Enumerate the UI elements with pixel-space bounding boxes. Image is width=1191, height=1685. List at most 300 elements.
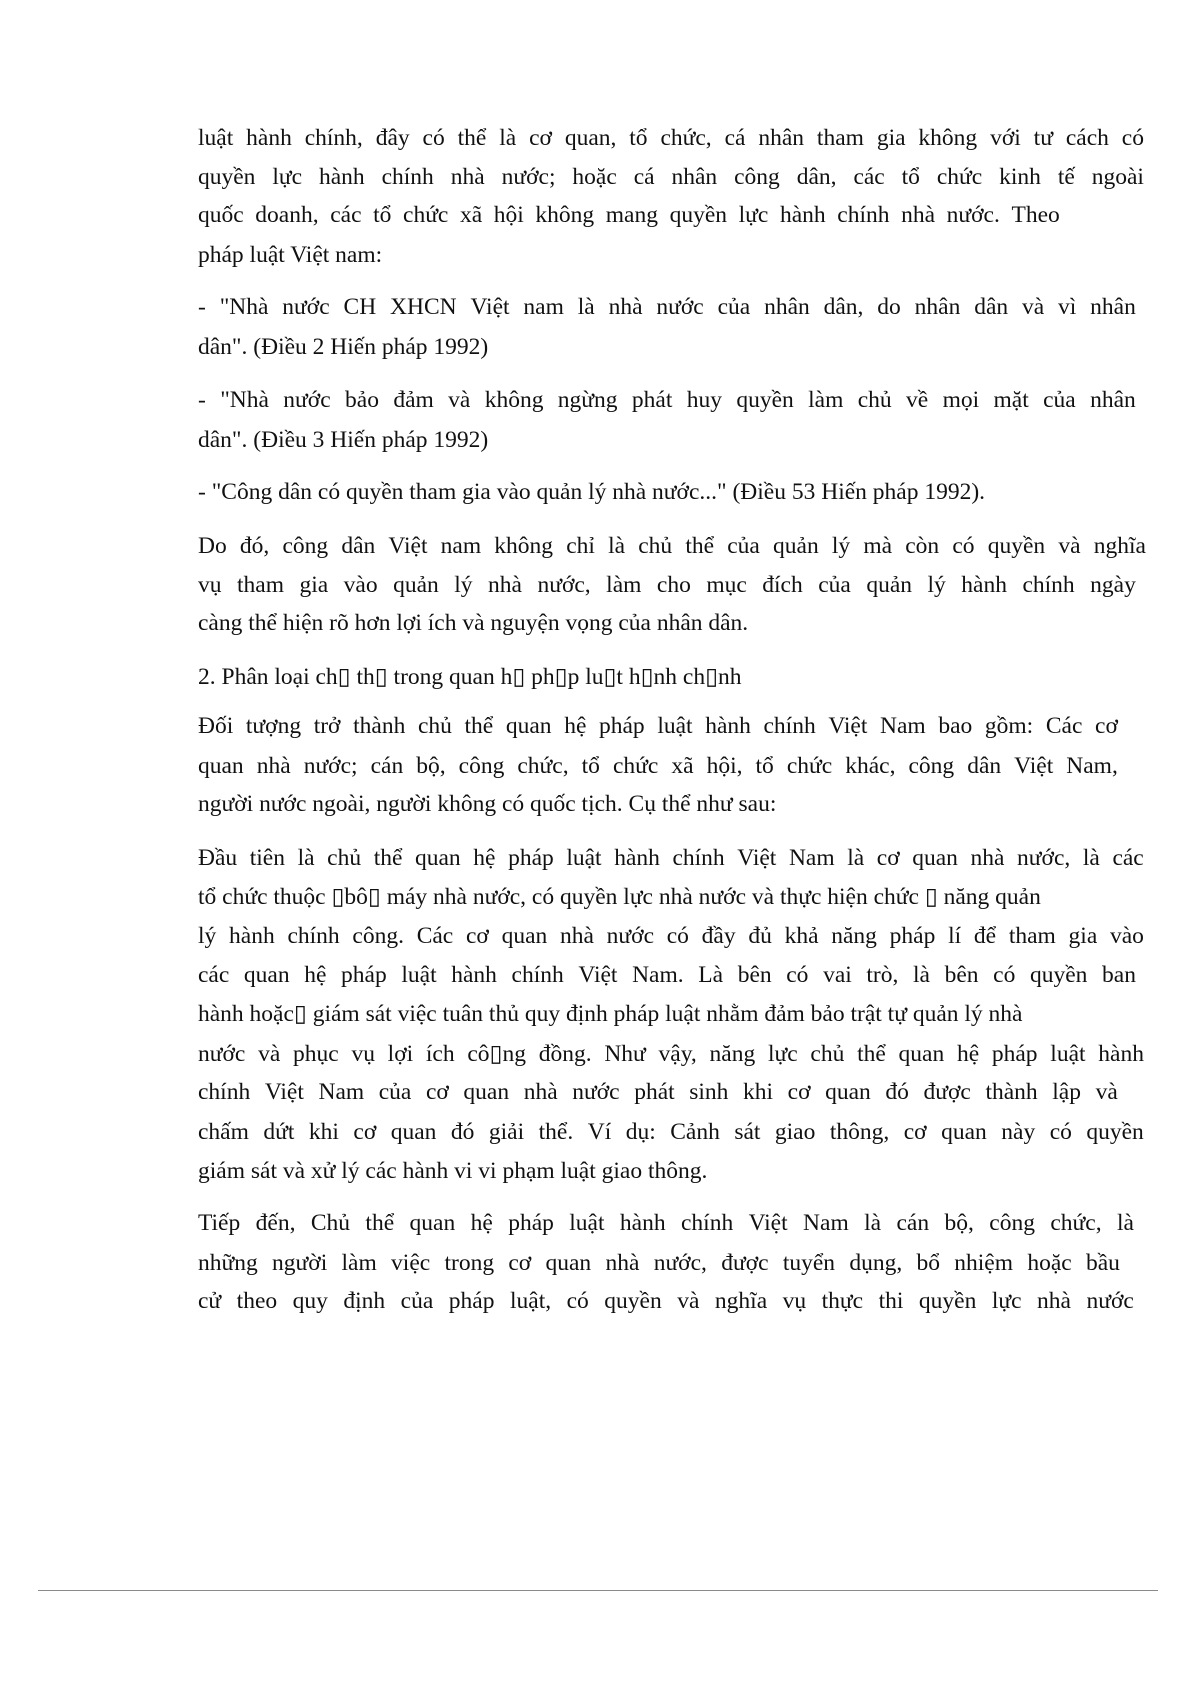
word: quan [501, 923, 548, 949]
word: thông, [829, 1119, 890, 1145]
word: Nam [318, 1079, 365, 1105]
word: quyền [669, 202, 728, 228]
word: "Nhà [220, 387, 269, 413]
word: thể [457, 125, 487, 151]
word: công [282, 533, 329, 559]
word: luật [198, 125, 234, 151]
word: chỉ [566, 533, 595, 559]
word: thực [821, 1288, 864, 1314]
word: nhiệm [954, 1250, 1014, 1276]
word: là [499, 125, 517, 151]
word: pháp [889, 923, 936, 949]
word: mục [706, 572, 747, 598]
word: khả [784, 923, 819, 949]
text-line [198, 1039, 1144, 1069]
word: nước; [303, 753, 358, 779]
word: luật, [509, 1288, 552, 1314]
word: vì [1058, 294, 1077, 320]
word: chức [612, 753, 659, 779]
word: vụ [351, 1041, 375, 1067]
word: Việt [828, 713, 868, 739]
word: Như [604, 1041, 646, 1067]
word: và [448, 387, 471, 413]
word: cử [198, 1288, 222, 1314]
word: tế [1057, 164, 1075, 190]
word: thể [373, 845, 403, 871]
word: cơ [1095, 713, 1118, 739]
word: hành [619, 1210, 666, 1236]
word: nhân [764, 294, 810, 320]
text-line: giám sát và xử lý các hành vi vi phạm luật giao thông. [198, 1158, 708, 1184]
word: không [494, 533, 554, 559]
word: Nam [880, 713, 926, 739]
word: nhà [256, 753, 291, 779]
word: quan [243, 962, 290, 988]
word: quy [292, 1288, 328, 1314]
word: thành [353, 713, 406, 739]
word: trò, [866, 962, 899, 988]
word: Là [698, 962, 724, 988]
word: pháp [599, 713, 645, 739]
word: chức [403, 202, 449, 228]
word: "Nhà [219, 294, 269, 320]
word: hành [451, 962, 497, 988]
word: ngừng [557, 387, 618, 413]
text-line [198, 162, 1144, 192]
word: nước [656, 294, 704, 320]
word: cô▯ng [467, 1041, 526, 1067]
text-line [198, 921, 1144, 951]
word: công. [352, 923, 404, 949]
word: thể [857, 1041, 886, 1067]
text-line [198, 123, 1144, 153]
word: dân, [823, 294, 864, 320]
footer-divider [38, 1590, 1158, 1591]
word: nước [282, 294, 330, 320]
word: nước, [1017, 845, 1071, 871]
text-line [198, 385, 1136, 415]
word: vai [823, 962, 852, 988]
word: quản [773, 533, 819, 559]
word: làm [808, 387, 844, 413]
word: là [1082, 845, 1100, 871]
word: Việt [388, 533, 428, 559]
word: mang [605, 202, 658, 228]
word: lực [272, 164, 303, 190]
word: chức, [517, 753, 569, 779]
word: dứt [263, 1119, 295, 1145]
word: công [989, 1210, 1035, 1236]
word: là [297, 845, 315, 871]
word: lợi [387, 1041, 414, 1067]
word: cơ [876, 845, 900, 871]
word: quan [415, 845, 461, 871]
word: quan [898, 1041, 945, 1067]
word: với [990, 125, 1021, 151]
word: nhà [970, 845, 1005, 871]
word: các [1112, 845, 1144, 871]
word: dân [967, 753, 1002, 779]
word: là [864, 1210, 882, 1236]
word: các [198, 962, 230, 988]
word: phục [293, 1041, 339, 1067]
word: tổ [901, 164, 920, 190]
word: quyền [198, 164, 256, 190]
word: Nam. [632, 962, 684, 988]
word: luật [566, 845, 602, 871]
word: về [906, 387, 929, 413]
word: Do [198, 533, 227, 559]
text-line: càng thể hiện rõ hơn lợi ích và nguyện vọng của nhân dân. [198, 610, 749, 636]
word: Nam [803, 1210, 849, 1236]
word: không [484, 387, 544, 413]
word: hành [961, 572, 1007, 598]
word: Các [1045, 713, 1083, 739]
word: nhà [488, 572, 522, 598]
word: đầy [701, 923, 736, 949]
word: đảm [393, 387, 434, 413]
word: cán [370, 753, 404, 779]
word: giao [774, 1119, 816, 1145]
word: trở [313, 713, 341, 739]
word: bên [737, 962, 772, 988]
word: thể [365, 1210, 395, 1236]
word: chính [837, 202, 890, 228]
word: cơ [465, 923, 489, 949]
word: huy [686, 387, 722, 413]
word: chấm [198, 1119, 249, 1145]
word: đó, [239, 533, 270, 559]
word: có [786, 962, 809, 988]
word: đồng. [538, 1041, 592, 1067]
word: quan [912, 845, 958, 871]
word: lý [831, 533, 851, 559]
word: chức, [1050, 1210, 1102, 1236]
word: Chủ [310, 1210, 351, 1236]
word: tổ [581, 753, 600, 779]
word: hành [705, 713, 751, 739]
word: Cảnh [670, 1119, 720, 1145]
word: hoặc [572, 164, 617, 190]
word: được [721, 1250, 769, 1276]
word: nhà [605, 1250, 640, 1276]
word: bổ [916, 1250, 940, 1276]
word: khi [308, 1119, 339, 1145]
word: mọi [942, 387, 980, 413]
word: nhà [901, 202, 936, 228]
word: người [272, 1250, 328, 1276]
word: Nam [788, 845, 835, 871]
word: và [1095, 1079, 1118, 1105]
word: nhà [523, 1079, 558, 1105]
word: còn [905, 533, 940, 559]
word: phát [634, 1079, 675, 1105]
word: hoặc [1027, 1250, 1072, 1276]
word: CH [343, 294, 377, 320]
word: lực [767, 1041, 798, 1067]
word: khác, [845, 753, 896, 779]
text-line [198, 1077, 1118, 1107]
word: xã [671, 753, 694, 779]
word: Tiếp [198, 1210, 241, 1236]
word: gồm: [984, 713, 1034, 739]
word: thể [464, 713, 494, 739]
word: chủ [810, 1041, 845, 1067]
word: lực [738, 202, 769, 228]
word: là [608, 533, 626, 559]
text-line [198, 711, 1118, 741]
word: luật [657, 713, 693, 739]
word: có [1121, 125, 1144, 151]
word: theo [236, 1288, 278, 1314]
word: công [908, 753, 955, 779]
word: cơ [529, 125, 552, 151]
word: nước [283, 387, 331, 413]
word: và [258, 1041, 281, 1067]
word: tuyển [782, 1250, 836, 1276]
word: tiên [249, 845, 285, 871]
word: của [1043, 387, 1076, 413]
word: đó [885, 1079, 909, 1105]
word: nhân [758, 125, 805, 151]
text-line [198, 570, 1136, 600]
word: hệ [304, 962, 327, 988]
word: thi [878, 1288, 904, 1314]
word: hệ [470, 1210, 493, 1236]
word: quyền [918, 1288, 977, 1314]
word: này [1001, 1119, 1036, 1145]
word: làm [606, 572, 642, 598]
word: bao [938, 713, 973, 739]
word: để [973, 923, 997, 949]
word: pháp [508, 1210, 554, 1236]
word: pháp [448, 1288, 495, 1314]
word: hành [229, 923, 275, 949]
text-line [198, 292, 1136, 322]
word: cơ [508, 1250, 532, 1276]
word: hành [614, 845, 660, 871]
word: Việt [470, 294, 510, 320]
text-line: dân". (Điều 2 Hiến pháp 1992) [198, 334, 489, 360]
text-line [198, 531, 1146, 561]
word: lực [991, 1288, 1022, 1314]
word: Đối [198, 713, 234, 739]
word: ban [1102, 962, 1136, 988]
word: dân, [796, 164, 837, 190]
word: bên [944, 962, 979, 988]
word: vậy, [658, 1041, 697, 1067]
word: bầu [1085, 1250, 1120, 1276]
word: xã [459, 202, 483, 228]
word: của [727, 533, 760, 559]
word: dân [974, 294, 1009, 320]
word: ngày [1090, 572, 1136, 598]
word: nhân [914, 294, 961, 320]
word: nhà [559, 923, 594, 949]
word: Việt [264, 1079, 304, 1105]
word: Ví [587, 1119, 612, 1145]
word: có [1049, 1119, 1072, 1145]
word: quyền [736, 387, 794, 413]
word: vụ [198, 572, 222, 598]
word: giải [488, 1119, 525, 1145]
word: chính [1022, 572, 1075, 598]
text-line: người nước ngoài, người không có quốc tịch. Cụ thể như sau: [198, 791, 777, 817]
word: kinh [999, 164, 1041, 190]
word: khi [743, 1079, 774, 1105]
word: nhà [608, 294, 643, 320]
word: những [198, 1250, 258, 1276]
word: gia [876, 125, 906, 151]
word: nước. [946, 202, 1000, 228]
text-line: tổ chức thuộc ▯bô▯ máy nhà nước, có quyền lực nhà nước và thực hiện chức ▯ năng quản [198, 884, 1041, 910]
word: quyền [1086, 1119, 1144, 1145]
word: chủ [638, 533, 673, 559]
word: quyền [987, 533, 1046, 559]
word: lập [1052, 1079, 1081, 1105]
word: không [535, 202, 595, 228]
word: chủ [417, 713, 452, 739]
word: hội, [706, 753, 743, 779]
word: thành [985, 1079, 1038, 1105]
word: quan [505, 713, 552, 739]
text-line [198, 1208, 1134, 1238]
word: chủ [327, 845, 362, 871]
text-line [198, 843, 1144, 873]
word: quyền [604, 1288, 662, 1314]
heading-text: 2. Phân loại ch▯ th▯ trong quan h▯ ph▯p lu▯t h▯nh ch▯nh [198, 664, 742, 690]
text-line: - "Công dân có quyền tham gia vào quản lý nhà nước..." (Điều 53 Hiến pháp 1992). [198, 479, 986, 505]
word: chính [511, 962, 564, 988]
text-line [198, 1117, 1144, 1147]
word: Theo [1011, 202, 1060, 228]
word: tượng [245, 713, 302, 739]
word: tổ [629, 125, 648, 151]
word: ngoài [1091, 164, 1144, 190]
word: việc [391, 1250, 431, 1276]
word: hệ [473, 845, 496, 871]
word: và [677, 1288, 700, 1314]
word: Việt [1014, 753, 1054, 779]
word: sát [734, 1119, 761, 1145]
word: cán [896, 1210, 930, 1236]
word: năng [831, 923, 877, 949]
word: tham [236, 572, 284, 598]
word: Việt [578, 962, 618, 988]
word: tổ [755, 753, 774, 779]
word: hội [493, 202, 524, 228]
word: gia [299, 572, 329, 598]
word: của [400, 1288, 434, 1314]
word: không [918, 125, 978, 151]
word: hành [246, 125, 292, 151]
word: nước, [653, 1250, 707, 1276]
word: nam [523, 294, 564, 320]
word: có [993, 962, 1016, 988]
word: công [734, 164, 780, 190]
word: mà [863, 533, 893, 559]
word: XHCN [390, 294, 457, 320]
word: bộ, [416, 753, 446, 779]
word: quản [393, 572, 439, 598]
word: hệ [564, 713, 587, 739]
word: các [330, 202, 362, 228]
word: quan [463, 1079, 510, 1105]
word: công [458, 753, 505, 779]
text-line: pháp luật Việt nam: [198, 242, 383, 268]
word: của [378, 1079, 412, 1105]
word: Nam, [1066, 753, 1118, 779]
word: nghĩa [1093, 533, 1146, 559]
word: là [913, 962, 930, 988]
word: lý [927, 572, 946, 598]
word: phát [631, 387, 673, 413]
word: pháp [991, 1041, 1038, 1067]
word: pháp [508, 845, 554, 871]
word: quản [866, 572, 913, 598]
word: tư [1033, 125, 1053, 151]
word: sinh [689, 1079, 729, 1105]
word: nhân [1090, 294, 1136, 320]
word: do [877, 294, 901, 320]
text-line [198, 200, 1060, 230]
word: vụ [782, 1288, 807, 1314]
word: cơ [787, 1079, 811, 1105]
word: nghĩa [714, 1288, 768, 1314]
word: nhân [1090, 387, 1136, 413]
word: cách [1065, 125, 1109, 151]
word: quan [825, 1079, 871, 1105]
text-line [198, 960, 1136, 990]
word: nước [198, 1041, 246, 1067]
word: có [566, 1288, 589, 1314]
word: nước [1086, 1288, 1134, 1314]
word: vào [1110, 923, 1144, 949]
word: thể [685, 533, 715, 559]
word: cá [724, 125, 746, 151]
word: bộ, [944, 1210, 974, 1236]
word: hành [779, 202, 826, 228]
word: chức [936, 164, 983, 190]
word: đây [375, 125, 410, 151]
word: nước, [537, 572, 591, 598]
word: quan [409, 1210, 456, 1236]
word: chủ [857, 387, 892, 413]
word: chức, [660, 125, 712, 151]
word: quốc [198, 202, 244, 228]
word: chính [381, 164, 434, 190]
word: nhà [1037, 1288, 1071, 1314]
word: Các [416, 923, 454, 949]
word: cơ [903, 1119, 927, 1145]
word: nam [440, 533, 482, 559]
word: cơ [425, 1079, 449, 1105]
word: lý [454, 572, 473, 598]
word: - [198, 387, 206, 413]
text-line: dân". (Điều 3 Hiến pháp 1992) [198, 427, 489, 453]
word: quan [198, 753, 244, 779]
word: doanh, [255, 202, 319, 228]
word: quyền [1029, 962, 1088, 988]
word: của [818, 572, 851, 598]
word: tham [816, 125, 864, 151]
word: được [923, 1079, 971, 1105]
word: nước [572, 1079, 620, 1105]
word: chính [672, 845, 725, 871]
word: cho [656, 572, 691, 598]
word: nhân [671, 164, 718, 190]
text-line [198, 1286, 1134, 1316]
